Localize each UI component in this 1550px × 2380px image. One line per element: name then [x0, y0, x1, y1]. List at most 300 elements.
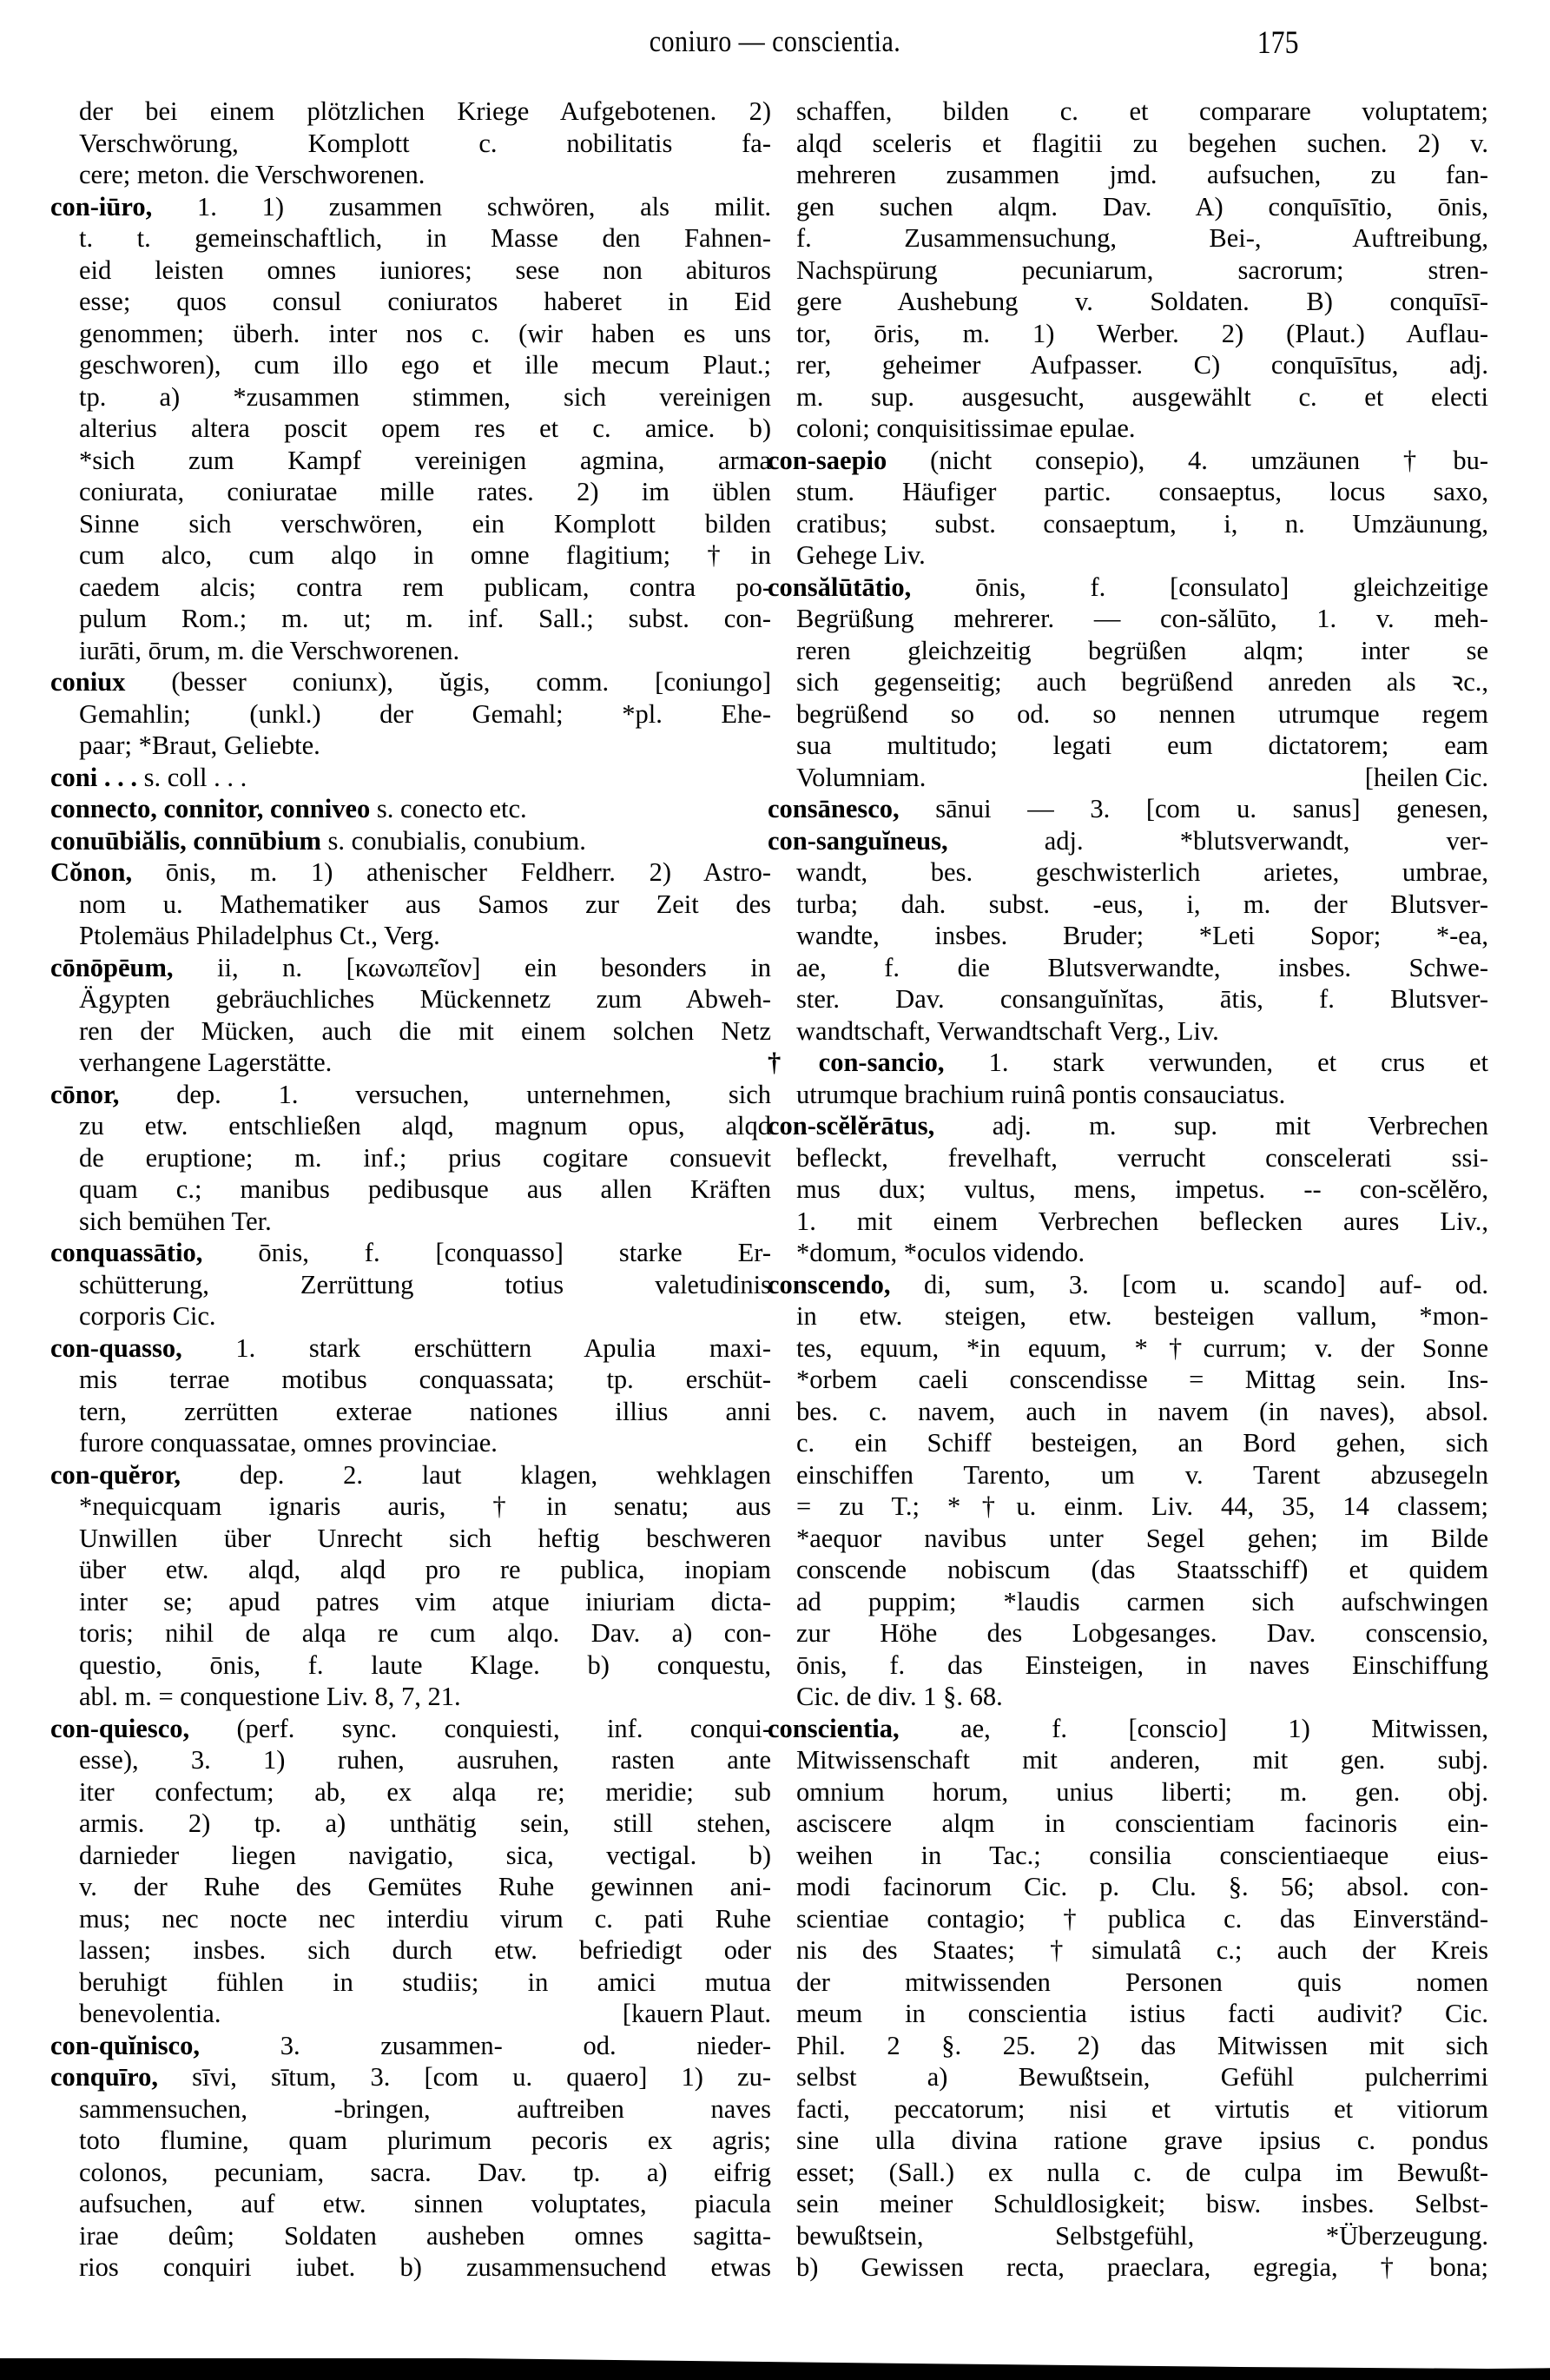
dictionary-text-line: [768, 539, 1488, 572]
definition-text: beruhigt fühlen in studiis; in amici mutua: [79, 1967, 771, 1997]
definition-text: utrumque brachium ruinâ pontis consauciatus.: [796, 1079, 1286, 1109]
definition-text: genommen; überh. inter nos c. (wir haben es uns: [79, 318, 771, 348]
dictionary-entry-line: [768, 445, 1488, 477]
definition-text: adj. m. sup. mit Verbrechen: [934, 1111, 1488, 1140]
definition-text: sammensuchen, -bringen, auftreiben naves: [79, 2093, 771, 2124]
dictionary-text-line: [768, 920, 1488, 952]
headword: con-iūro,: [50, 191, 153, 221]
definition-text: ōnis, f. [consulato] gleichzeitige: [911, 572, 1488, 602]
definition-text: alterius altera poscit opem res et c. amice. b): [79, 413, 771, 443]
dictionary-text-line: [50, 1427, 771, 1459]
definition-text: s. coll . . .: [136, 762, 247, 792]
dictionary-text-line: [768, 128, 1488, 160]
definition-text: questio, ōnis, f. laute Klage. b) conquestu,: [79, 1649, 771, 1680]
definition-text: bes. c. navem, auch in navem (in naves), absol.: [796, 1396, 1488, 1426]
dictionary-text-line: [768, 2030, 1488, 2062]
dictionary-entry-line: [50, 1713, 771, 1745]
definition-text: lassen; insbes. sich durch etw. befriedigt oder: [79, 1935, 771, 1965]
dictionary-text-line: [768, 2251, 1488, 2284]
dictionary-text-line: [768, 1459, 1488, 1491]
definition-text: de eruptione; m. inf.; prius cogitare consuevit: [79, 1142, 771, 1173]
definition-text: dep. 2. laut klagen, wehklagen: [180, 1459, 771, 1490]
dictionary-text-line: [50, 1047, 771, 1079]
dictionary-text-line: [768, 1808, 1488, 1840]
definition-text: schütterung, Zerrüttung totius valetudinis: [79, 1269, 771, 1299]
definition-text: conscende nobiscum (das Staatsschiff) et quidem: [796, 1555, 1488, 1584]
dictionary-text-line: [50, 1173, 771, 1206]
definition-text: t. t. gemeinschaftlich, in Masse den Fahnen-: [79, 223, 771, 253]
dictionary-text-line: [768, 1998, 1488, 2030]
definition-text: einschiffen Tarento, um v. Tarent abzusegeln: [796, 1459, 1488, 1490]
dictionary-text-line: [50, 1967, 771, 1999]
dictionary-text-line: [768, 1871, 1488, 1903]
definition-text: selbst a) Bewußtsein, Gefühl pulcherrimi: [796, 2062, 1488, 2092]
dictionary-text-line: [50, 1998, 771, 2030]
dictionary-text-line: [768, 1776, 1488, 1808]
dictionary-text-line: [768, 1617, 1488, 1649]
definition-text: ae, f. [conscio] 1) Mitwissen,: [899, 1713, 1488, 1743]
dictionary-text-line: [50, 1871, 771, 1903]
definition-text: Ptolemäus Philadelphus Ct., Verg.: [79, 921, 440, 950]
dictionary-text-line: [768, 2188, 1488, 2220]
dictionary-text-line: [768, 1523, 1488, 1555]
definition-text: Gemahlin; (unkl.) der Gemahl; *pl. Ehe-: [79, 698, 771, 729]
dictionary-text-line: [50, 2220, 771, 2252]
dictionary-text-line: [50, 603, 771, 635]
dictionary-text-line: [50, 413, 771, 445]
definition-text: in etw. steigen, etw. besteigen vallum, *mon-: [796, 1301, 1488, 1331]
dictionary-text-line: [50, 445, 771, 477]
headword: cōnōpēum,: [50, 952, 174, 982]
definition-text: adj. *blutsverwandt, ver-: [947, 825, 1488, 856]
dictionary-text-line: [768, 1142, 1488, 1174]
dictionary-text-line: [50, 539, 771, 572]
definition-text: = zu T.; *†u. einm. Liv. 44, 35, 14 classem;: [796, 1491, 1488, 1521]
dictionary-text-line: [50, 1903, 771, 1935]
headword: con-sanguĭneus,: [768, 825, 948, 856]
dictionary-text-line: [50, 508, 771, 540]
definition-text: begrüßend so od. so nennen utrumque regem: [796, 698, 1488, 729]
dictionary-text-line: [768, 1427, 1488, 1459]
dictionary-text-line: [768, 159, 1488, 191]
headword: coniux: [50, 667, 126, 697]
definition-text: inter se; apud patres vim atque iniuriam dicta-: [79, 1586, 771, 1616]
page-header: [0, 24, 1550, 68]
headword: conscientia,: [768, 1713, 900, 1743]
definition-text: 3. zusammen- od. nieder-: [200, 2030, 771, 2060]
definition-text: irae deûm; Soldaten ausheben omnes sagitta-: [79, 2220, 771, 2251]
dictionary-text-line: [768, 1173, 1488, 1206]
dictionary-text-line: [768, 1840, 1488, 1872]
dictionary-text-line: [768, 983, 1488, 1015]
dictionary-text-line: [768, 1967, 1488, 1999]
definition-text: esset; (Sall.) ex nulla c. de culpa im Bewußt-: [796, 2157, 1488, 2187]
definition-text: stum. Häufiger partic. consaeptus, locus saxo,: [796, 477, 1488, 506]
definition-text: v. der Ruhe des Gemütes Ruhe gewinnen ani-: [79, 1872, 771, 1901]
dictionary-text-line: [50, 159, 771, 191]
dictionary-text-line: [768, 603, 1488, 635]
definition-text: b) Gewissen recta, praeclara, egregia, †bona;: [796, 2252, 1488, 2282]
definition-text: mis terrae motibus conquassata; tp. erschüt-: [79, 1365, 771, 1394]
dictionary-text-line: [768, 1364, 1488, 1396]
dictionary-text-line: [50, 1840, 771, 1872]
dictionary-text-line: [50, 889, 771, 921]
definition-text: reren gleichzeitig begrüßen alqm; inter se: [796, 635, 1488, 665]
definition-text: omnium horum, unius liberti; m. gen. obj.: [796, 1776, 1488, 1807]
definition-text: wandte, insbes. Bruder; *Leti Sopor; *-ea,: [796, 921, 1488, 950]
definition-text: 1. mit einem Verbrechen beflecken aures Liv.,: [796, 1206, 1488, 1236]
definition-text: ae, f. die Blutsverwandte, insbes. Schwe-: [796, 952, 1488, 982]
definition-text: gen suchen alqm. Dav. A) conquīsītio, ōnis,: [796, 191, 1488, 221]
definition-text: cere; meton. die Verschworenen.: [79, 160, 425, 189]
definition-text: der mitwissenden Personen quis nomen: [796, 1967, 1488, 1997]
dictionary-text-line: [768, 222, 1488, 255]
definition-text: nis des Staates; †simulatâ c.; auch der Kreis: [796, 1935, 1488, 1965]
headword: con-quĭnisco,: [50, 2030, 201, 2060]
dictionary-text-line: [50, 222, 771, 255]
definition-text: ōnis, f. [conquasso] starke Er-: [202, 1238, 771, 1267]
dictionary-text-line: [768, 96, 1488, 128]
definition-text: Begrüßung mehrerer. — con-sălūto, 1. v. meh-: [796, 604, 1488, 633]
definition-text: schaffen, bilden c. et comparare voluptatem;: [796, 96, 1488, 126]
dictionary-text-line: [50, 318, 771, 350]
dictionary-text-line: [50, 1586, 771, 1618]
definition-text: Gehege Liv.: [796, 540, 926, 570]
dictionary-text-line: [50, 920, 771, 952]
dictionary-text-line: [50, 1808, 771, 1840]
dictionary-text-line: [50, 1364, 771, 1396]
dictionary-text-line: [50, 1396, 771, 1428]
definition-text: befleckt, frevelhaft, verrucht conscelerati ssi-: [796, 1142, 1488, 1173]
dictionary-text-line: [768, 1015, 1488, 1048]
dictionary-text-line: [768, 318, 1488, 350]
dictionary-text-line: [768, 1237, 1488, 1269]
dictionary-entry-line: [768, 572, 1488, 604]
definition-text: 1. 1) zusammen schwören, als milit.: [152, 191, 771, 221]
definition-text: zur Höhe des Lobgesanges. Dav. conscensio,: [796, 1618, 1488, 1648]
definition-text: cum alco, cum alqo in omne flagitium; †in: [79, 540, 771, 570]
dictionary-entry-line: [768, 1047, 1488, 1079]
definition-text: rer, geheimer Aufpasser. C) conquīsītus, adj.: [796, 350, 1488, 380]
run-over-text: [kauern Plaut.: [622, 1999, 771, 2028]
headword: con-quasso,: [50, 1332, 182, 1363]
dictionary-text-line: [768, 2125, 1488, 2157]
definition-text: 1. stark erschüttern Apulia maxi-: [181, 1332, 771, 1363]
dictionary-text-line: [768, 1934, 1488, 1967]
definition-text: Verschwörung, Komplott c. nobilitatis fa-: [79, 128, 771, 158]
definition-text: verhangene Lagerstätte.: [79, 1048, 333, 1077]
dictionary-text-line: [50, 1649, 771, 1682]
headword: conquīro,: [50, 2062, 159, 2092]
definition-text: pulum Rom.; m. ut; m. inf. Sall.; subst. con-: [79, 604, 771, 633]
definition-text: sein meiner Schuldlosigkeit; bisw. insbes. Selbst-: [796, 2189, 1488, 2218]
dictionary-text-line: [50, 983, 771, 1015]
dictionary-text-line: [50, 2093, 771, 2125]
headword: con-saepio: [768, 445, 887, 475]
dictionary-entry-line: [50, 2030, 771, 2062]
dictionary-text-line: [50, 2125, 771, 2157]
dictionary-text-line: [50, 2188, 771, 2220]
definition-text: über etw. alqd, alqd pro re publica, inopiam: [79, 1555, 771, 1584]
dictionary-entry-line: [50, 952, 771, 984]
dictionary-text-line: [768, 762, 1488, 794]
dictionary-entry-line: [50, 1237, 771, 1269]
run-over-text: [heilen Cic.: [1364, 762, 1488, 792]
definition-text: s. conubialis, conubium.: [320, 825, 586, 856]
headword: consălūtātio,: [768, 572, 912, 602]
definition-text: Nachspürung pecuniarum, sacrorum; stren-: [796, 255, 1488, 285]
dictionary-text-line: [768, 730, 1488, 762]
dictionary-text-line: [768, 698, 1488, 731]
dictionary-text-line: [50, 2157, 771, 2189]
dictionary-text-line: [50, 635, 771, 667]
dictionary-text-line: [50, 1300, 771, 1332]
headword: conscendo,: [768, 1269, 891, 1299]
dictionary-text-line: [768, 1903, 1488, 1935]
dictionary-text-line: [768, 2220, 1488, 2252]
dictionary-text-line: [50, 730, 771, 762]
dictionary-entry-line: [768, 1713, 1488, 1745]
dictionary-text-line: [768, 1332, 1488, 1365]
dictionary-entry-line: [50, 666, 771, 698]
headword: coni . . .: [50, 762, 137, 792]
definition-text: sānui — 3. [com u. sanus] genesen,: [899, 794, 1488, 823]
dictionary-text-line: [50, 1142, 771, 1174]
definition-text: turba; dah. subst. -eus, i, m. der Blutsver-: [796, 889, 1488, 919]
right-column: [768, 96, 1488, 2284]
dictionary-entry-line: [50, 825, 771, 857]
definition-text: Sinne sich verschwören, ein Komplott bilden: [79, 508, 771, 539]
headword: con-scĕlĕrātus,: [768, 1111, 935, 1140]
definition-text: furore conquassatae, omnes provinciae.: [79, 1428, 498, 1458]
dictionary-text-line: [50, 1617, 771, 1649]
headword: conuūbiălis, connūbium: [50, 825, 321, 856]
dictionary-text-line: [50, 128, 771, 160]
definition-text: sich bemühen Ter.: [79, 1206, 272, 1236]
definition-text: sich gegenseitig; auch begrüßend anreden als ꝛc.,: [796, 667, 1488, 697]
headword: Cŏnon,: [50, 857, 133, 887]
dictionary-entry-line: [50, 1332, 771, 1365]
definition-text: wandtschaft, Verwandtschaft Verg., Liv.: [796, 1015, 1219, 1046]
dictionary-text-line: [50, 1110, 771, 1142]
definition-text: Cic. de div. 1 §. 68.: [796, 1682, 1003, 1711]
dictionary-text-line: [50, 286, 771, 318]
dictionary-text-line: [50, 1523, 771, 1555]
dictionary-text-line: [768, 666, 1488, 698]
dictionary-text-line: [50, 1206, 771, 1238]
page-number: 175: [1256, 25, 1298, 61]
dictionary-entry-line: [50, 762, 771, 794]
dictionary-text-line: [768, 1079, 1488, 1111]
dictionary-text-line: [768, 1744, 1488, 1776]
definition-text: modi facinorum Cic. p. Clu. §. 56; absol. con-: [796, 1872, 1488, 1901]
definition-text: esse), 3. 1) ruhen, ausruhen, rasten ante: [79, 1745, 771, 1775]
dictionary-text-line: [768, 856, 1488, 889]
definition-text: ster. Dav. consanguĭnĭtas, ātis, f. Blutsver-: [796, 984, 1488, 1014]
definition-text: di, sum, 3. [com u. scando] auf- od.: [890, 1269, 1488, 1299]
definition-text: tp. a) *zusammen stimmen, sich vereinigen: [79, 381, 771, 412]
definition-text: rios conquiri iubet. b) zusammensuchend etwas: [79, 2252, 771, 2282]
dictionary-text-line: [768, 889, 1488, 921]
dictionary-text-line: [50, 1744, 771, 1776]
definition-text: ad puppim; *laudis carmen sich aufschwingen: [796, 1586, 1488, 1616]
dictionary-text-line: [768, 952, 1488, 984]
dictionary-text-line: [768, 413, 1488, 445]
definition-text: tes, equum, *in equum, *†currum; v. der Sonne: [796, 1332, 1488, 1363]
definition-text: Phil. 2 §. 25. 2) das Mitwissen mit sich: [796, 2030, 1488, 2060]
definition-text: ōnis, m. 1) athenischer Feldherr. 2) Astro-: [132, 857, 771, 887]
dictionary-entry-line: [768, 1110, 1488, 1142]
headword: conquassātio,: [50, 1238, 203, 1267]
definition-text: tern, zerrütten exterae nationes illius anni: [79, 1396, 771, 1426]
headword: connecto, connitor, conniveo: [50, 794, 371, 823]
dictionary-entry-line: [50, 793, 771, 825]
scan-edge-bar: [0, 2358, 1550, 2380]
headword: con-quĕror,: [50, 1459, 181, 1490]
definition-text: weihen in Tac.; consilia conscientiaeque eius-: [796, 1840, 1488, 1870]
headword: †con-sancio,: [768, 1048, 945, 1077]
definition-text: corporis Cic.: [79, 1301, 216, 1331]
dictionary-text-line: [50, 2251, 771, 2284]
dictionary-text-line: [50, 1776, 771, 1808]
definition-text: alqd sceleris et flagitii zu begehen suchen. 2) v.: [796, 128, 1488, 158]
dictionary-text-line: [768, 1554, 1488, 1586]
dictionary-text-line: [768, 1206, 1488, 1238]
definition-text: (besser coniunx), ŭgis, comm. [coniungo]: [125, 667, 771, 697]
definition-text: zu etw. entschließen alqd, magnum opus, alqd: [79, 1111, 771, 1140]
headword: consānesco,: [768, 794, 900, 823]
definition-text: nom u. Mathematiker aus Samos zur Zeit des: [79, 889, 771, 919]
definition-text: coloni; conquisitissimae epulae.: [796, 413, 1136, 443]
definition-text: aufsuchen, auf etw. sinnen voluptates, piacula: [79, 2189, 771, 2218]
dictionary-text-line: [50, 1681, 771, 1713]
dictionary-text-line: [50, 698, 771, 731]
dictionary-text-line: [50, 1269, 771, 1301]
dictionary-text-line: [50, 255, 771, 287]
definition-text: scientiae contagio; †publica c. das Einverständ-: [796, 1903, 1488, 1934]
dictionary-text-line: [768, 191, 1488, 223]
dictionary-entry-line: [50, 2061, 771, 2093]
definition-text: geschworen), cum illo ego et ille mecum Plaut.;: [79, 350, 771, 380]
definition-text: c. ein Schiff besteigen, an Bord gehen, sich: [796, 1428, 1488, 1458]
definition-text: wandt, bes. geschwisterlich arietes, umbrae,: [796, 857, 1488, 887]
definition-text: iter confectum; ab, ex alqa re; meridie; sub: [79, 1776, 771, 1807]
definition-text: asciscere alqm in conscientiam facinoris ein-: [796, 1808, 1488, 1838]
definition-text: der bei einem plötzlichen Kriege Aufgebotenen. 2): [79, 96, 771, 126]
definition-text: iurāti, ōrum, m. die Verschworenen.: [79, 635, 460, 665]
definition-text: sua multitudo; legati eum dictatorem; eam: [796, 731, 1488, 760]
dictionary-entry-line: [768, 1269, 1488, 1301]
definition-text: benevolentia.: [79, 1999, 221, 2028]
definition-text: dep. 1. versuchen, unternehmen, sich: [119, 1079, 771, 1109]
definition-text: ii, n. [κωνωπεῖον] ein besonders in: [173, 952, 771, 982]
dictionary-text-line: [768, 508, 1488, 540]
definition-text: facti, peccatorum; nisi et virtutis et vitiorum: [796, 2093, 1488, 2124]
dictionary-entry-line: [768, 825, 1488, 857]
dictionary-text-line: [768, 286, 1488, 318]
dictionary-text-line: [50, 96, 771, 128]
definition-text: 1. stark verwunden, et crus et: [944, 1048, 1489, 1077]
definition-text: toris; nihil de alqa re cum alqo. Dav. a) con-: [79, 1618, 771, 1648]
definition-text: coniurata, coniuratae mille rates. 2) im üblen: [79, 477, 771, 506]
headword: cōnor,: [50, 1079, 120, 1109]
definition-text: sīvi, sītum, 3. [com u. quaero] 1) zu-: [158, 2062, 771, 2092]
definition-text: mehreren zusammen jmd. aufsuchen, zu fan-: [796, 160, 1488, 189]
definition-text: *aequor navibus unter Segel gehen; im Bilde: [796, 1523, 1488, 1553]
dictionary-text-line: [768, 1649, 1488, 1682]
definition-text: m. sup. ausgesucht, ausgewählt c. et electi: [796, 381, 1488, 412]
definition-text: abl. m. = conquestione Liv. 8, 7, 21.: [79, 1682, 461, 1711]
dictionary-text-line: [768, 1681, 1488, 1713]
dictionary-text-line: [768, 255, 1488, 287]
dictionary-text-line: [50, 1015, 771, 1048]
dictionary-text-line: [50, 381, 771, 413]
definition-text: mus dux; vultus, mens, impetus. -- con-scĕlĕro,: [796, 1174, 1488, 1204]
dictionary-entry-line: [50, 191, 771, 223]
dictionary-text-line: [768, 349, 1488, 381]
definition-text: Ägypten gebräuchliches Mückennetz zum Abweh-: [79, 984, 771, 1014]
headword: con-quiesco,: [50, 1713, 190, 1743]
dictionary-text-line: [768, 1586, 1488, 1618]
definition-text: (nicht consepio), 4. umzäunen †bu-: [887, 445, 1488, 475]
definition-text: Unwillen über Unrecht sich heftig beschweren: [79, 1523, 771, 1553]
running-head: coniuro — conscientia.: [649, 24, 901, 58]
dictionary-text-line: [50, 349, 771, 381]
definition-text: quam c.; manibus pedibusque aus allen Kräften: [79, 1174, 771, 1204]
definition-text: paar; *Braut, Geliebte.: [79, 731, 320, 760]
dictionary-text-line: [768, 476, 1488, 508]
dictionary-entry-line: [50, 1459, 771, 1491]
definition-text: esse; quos consul coniuratos haberet in Eid: [79, 287, 771, 316]
definition-text: cratibus; subst. consaeptum, i, n. Umzäunung,: [796, 508, 1488, 539]
dictionary-text-line: [768, 2093, 1488, 2125]
dictionary-text-line: [50, 1491, 771, 1523]
dictionary-entry-line: [50, 856, 771, 889]
definition-text: bewußtsein, Selbstgefühl, *Überzeugung.: [796, 2220, 1488, 2251]
definition-text: *sich zum Kampf vereinigen agmina, arma: [79, 445, 771, 475]
definition-text: s. conecto etc.: [370, 794, 527, 823]
definition-text: ōnis, f. das Einsteigen, in naves Einschiffung: [796, 1649, 1488, 1680]
definition-text: f. Zusammensuchung, Bei-, Auftreibung,: [796, 223, 1488, 253]
dictionary-text-line: [50, 1934, 771, 1967]
definition-text: (perf. sync. conquiesti, inf. conqui-: [189, 1713, 771, 1743]
definition-text: ren der Mücken, auch die mit einem solchen Netz: [79, 1015, 771, 1046]
definition-text: mus; nec nocte nec interdiu virum c. pati Ruhe: [79, 1903, 771, 1934]
definition-text: *nequicquam ignaris auris, †in senatu; aus: [79, 1491, 771, 1521]
dictionary-text-line: [768, 1300, 1488, 1332]
dictionary-text-line: [768, 1396, 1488, 1428]
definition-text: eid leisten omnes iuniores; sese non abituros: [79, 255, 771, 285]
definition-text: caedem alcis; contra rem publicam, contra po-: [79, 572, 771, 602]
dictionary-text-line: [768, 2061, 1488, 2093]
dictionary-text-line: [50, 1554, 771, 1586]
dictionary-text-line: [768, 2157, 1488, 2189]
dictionary-text-line: [768, 1491, 1488, 1523]
definition-text: *orbem caeli conscendisse = Mittag sein. Ins-: [796, 1365, 1488, 1394]
definition-text: gere Aushebung v. Soldaten. B) conquīsī-: [796, 287, 1488, 316]
left-column: [50, 96, 771, 2284]
definition-text: Volumniam.: [796, 762, 927, 792]
dictionary-entry-line: [50, 1079, 771, 1111]
definition-text: colonos, pecuniam, sacra. Dav. tp. a) eifrig: [79, 2157, 771, 2187]
dictionary-text-line: [50, 476, 771, 508]
dictionary-text-line: [50, 572, 771, 604]
definition-text: darnieder liegen navigatio, sica, vectigal. b): [79, 1840, 771, 1870]
definition-text: sine ulla divina ratione grave ipsius c. pondus: [796, 2125, 1488, 2155]
dictionary-entry-line: [768, 793, 1488, 825]
definition-text: toto flumine, quam plurimum pecoris ex agris;: [79, 2125, 771, 2155]
definition-text: meum in conscientia istius facti audivit? Cic.: [796, 1999, 1488, 2028]
